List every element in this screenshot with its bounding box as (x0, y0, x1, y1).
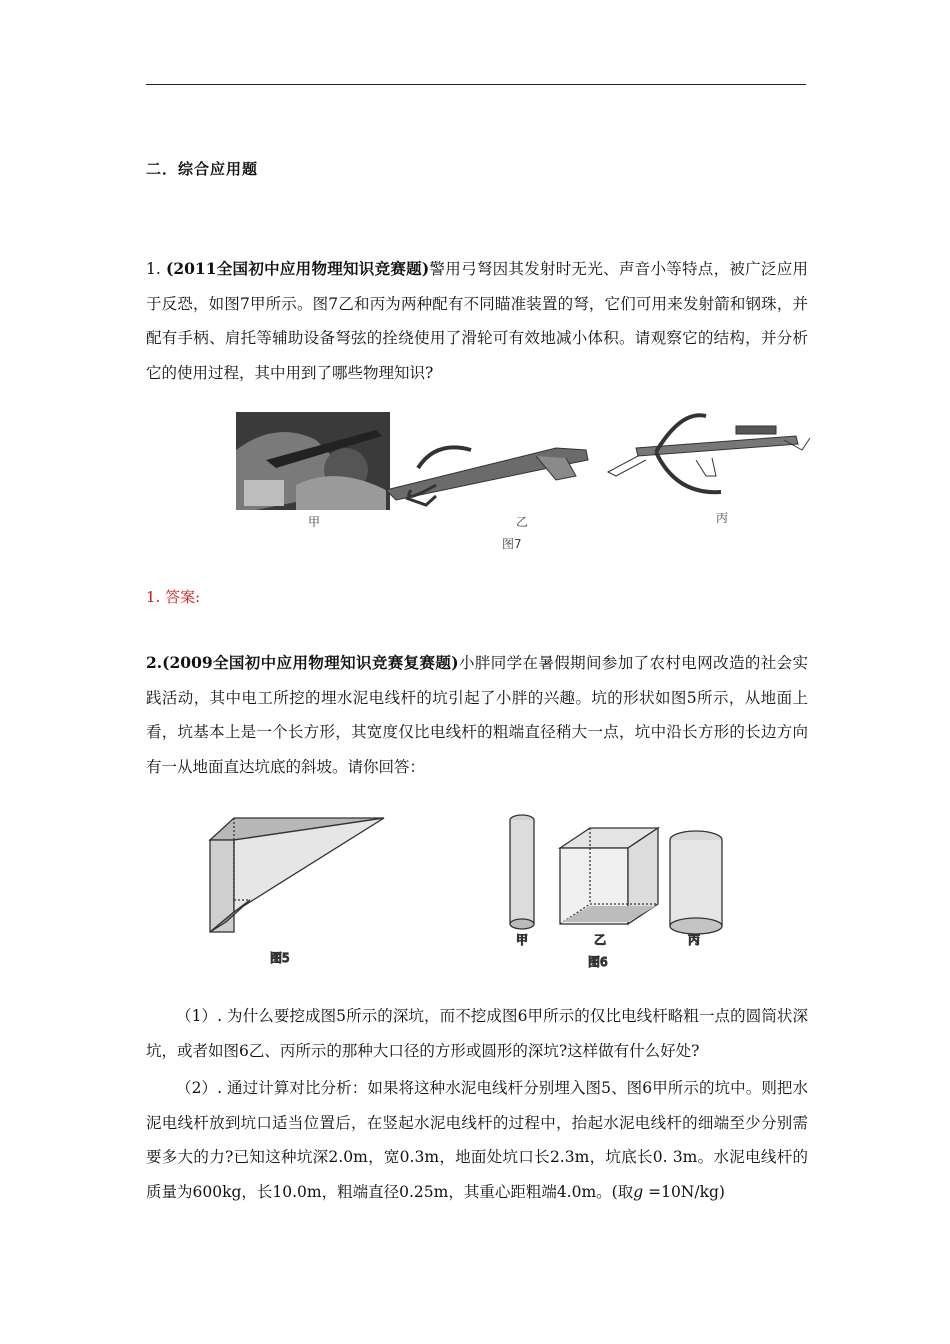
figure-7-crossbow-yi (386, 447, 588, 505)
sub-question-2 (146, 1071, 808, 1209)
figure-6-wide-cylinder (670, 831, 722, 934)
figure-5-and-6 (198, 806, 750, 978)
answer-1-label: 1. 答案: (146, 588, 201, 606)
q1-text: 警用弓弩因其发射时无光、声音小等特点，被广泛应用于反恐，如图7甲所示。图7乙和丙为两种配有不同瞄准装置的弩，它们可用来发射箭和钢珠，并配有手柄、肩托等辅助设备弩弦的拴绕使用了滑轮可有效地减小体积。请观察它的结构，并分析它的使用过程，其中用到了哪些物理知识? (146, 260, 808, 382)
q2-text: 小胖同学在暑假期间参加了农村电网改造的社会实践活动，其中电工所挖的埋水泥电线杆的坑引起了小胖的兴趣。坑的形状如图5所示，从地面上看，坑基本上是一个长方形，其宽度仅比电线杆的粗端直径稍大一点，坑中沿长方形的长边方向有一从地面直达坑底的斜坡。请你回答： (146, 654, 808, 776)
figure-6-caption: 图6 (588, 955, 608, 969)
figure-7-crossbow-bing (608, 415, 810, 492)
q1-source: (2011全国初中应用物理知识竞赛题) (166, 259, 430, 278)
section-title: 二．综合应用题 (146, 160, 259, 178)
q1-number: 1. (146, 260, 161, 278)
question-2 (146, 646, 808, 784)
figure-7-caption: 图7 (502, 537, 522, 551)
sub-question-1: （1）. 为什么要挖成图5所示的深坑，而不挖成图6甲所示的仅比电线杆略粗一点的圆筒状深坑，或者如图6乙、丙所示的那种大口径的方形或圆形的深坑?这样做有什么好处? (146, 1007, 808, 1060)
figure-5-caption: 图5 (270, 951, 290, 965)
figure-5-pit (210, 818, 384, 932)
figure-6-label-bing: 丙 (688, 933, 701, 947)
gravity-symbol: g (633, 1182, 644, 1201)
figure-6-label-yi: 乙 (594, 933, 607, 947)
figure-7-photo-jia (236, 412, 390, 510)
figure-6-label-jia: 甲 (516, 933, 529, 947)
question-1 (146, 252, 808, 390)
sub-question-2-text: （2）. 通过计算对比分析：如果将这种水泥电线杆分别埋入图5、图6甲所示的坑中。则把水泥电线杆放到坑口适当位置后，在竖起水泥电线杆的过程中，抬起水泥电线杆的细端至少分别需要多大的力?已知这种坑深2.0m，宽0.3m，地面处坑口长2.3m，坑底长0. 3m。水泥电线杆的质量为600kg，长10.0m，粗端直径0.25m，其重心距粗端4.0m。(取 (146, 1079, 808, 1201)
figure-6-square-pit (560, 828, 658, 924)
figure-7-label-yi: 乙 (516, 515, 529, 529)
figure-6-narrow-cylinder (510, 815, 534, 929)
q2-source: 2.(2009全国初中应用物理知识竞赛复赛题) (146, 653, 459, 672)
header-rule (146, 84, 806, 85)
figure-7-label-bing: 丙 (716, 511, 729, 525)
figure-7 (236, 410, 812, 554)
figure-7-label-jia: 甲 (308, 515, 321, 529)
sub-question-2-tail: =10N/kg) (648, 1182, 725, 1201)
